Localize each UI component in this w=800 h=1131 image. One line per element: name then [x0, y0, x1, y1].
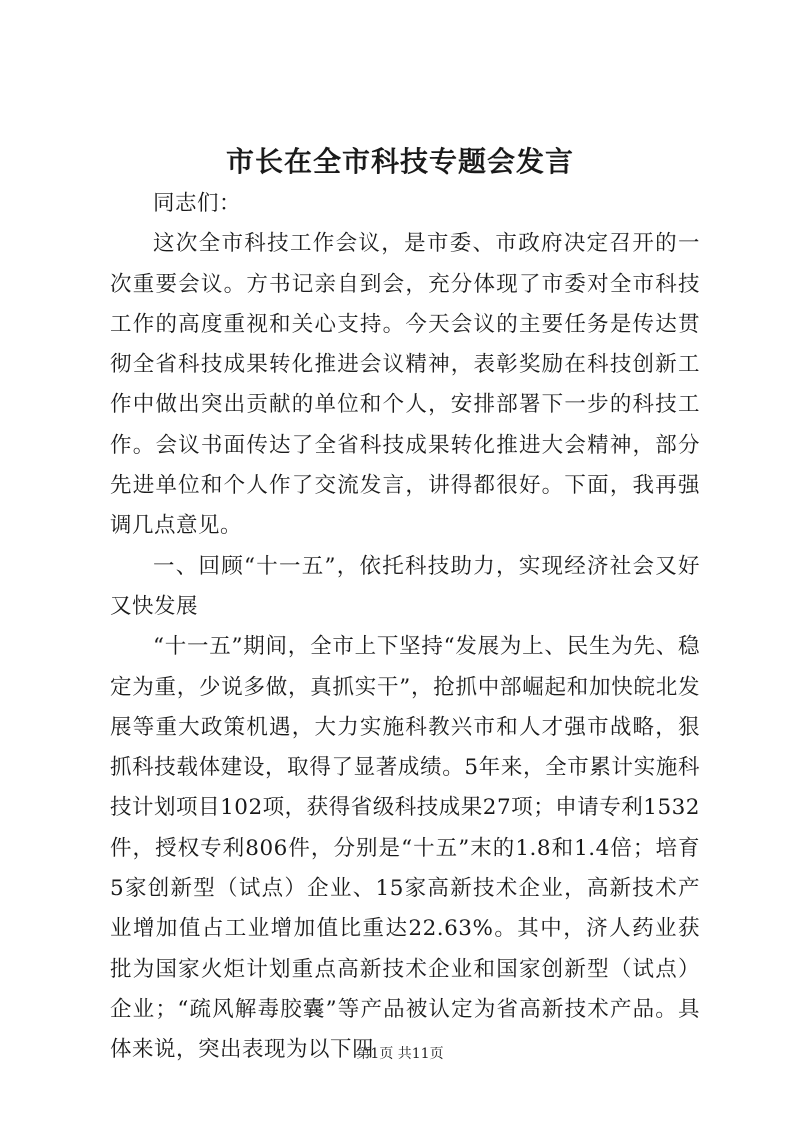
page-number: 第1页 共11页: [356, 1046, 444, 1062]
document-body: [110, 184, 700, 1071]
body-paragraph: 这次全市科技工作会议，是市委、市政府决定召开的一次重要会议。方书记亲自到会，充分体现了市委对全市科技工作的高度重视和关心支持。今天会议的主要任务是传达贯彻全省科技成果转化推进会议精神，表彰奖励在科技创新工作中做出突出贡献的单位和个人，安排部署下一步的科技工作。会议书面传达了全省科技成果转化推进大会精神，部分先进单位和个人作了交流发言，讲得都很好。下面，我再强调几点意见。: [110, 231, 700, 539]
section-heading: 一、回顾“十一五”，依托科技助力，实现经济社会又好又快发展: [110, 553, 700, 619]
body-paragraph: “十一五”期间，全市上下坚持“发展为上、民生为先、稳定为重，少说多做，真抓实干”，抢抓中部崛起和加快皖北发展等重大政策机遇，大力实施科教兴市和人才强市战略，狠抓科技载体建设，取得了显著成绩。5年来，全市累计实施科技计划项目102项，获得省级科技成果27项；申请专利1532件，授权专利806件，分别是“十五”末的1.8和1.4倍；培育5家创新型（试点）企业、15家高新技术企业，高新技术产业增加值占工业增加值比重达22.63%。其中，济人药业获批为国家火炬计划重点高新技术企业和国家创新型（试点）企业；“疏风解毒胶囊”等产品被认定为省高新技术产品。具体来说，突出表现为以下四: [110, 634, 700, 1063]
salutation-paragraph: 同志们：: [153, 191, 242, 216]
document-title: 市长在全市科技专题会发言: [225, 145, 574, 178]
